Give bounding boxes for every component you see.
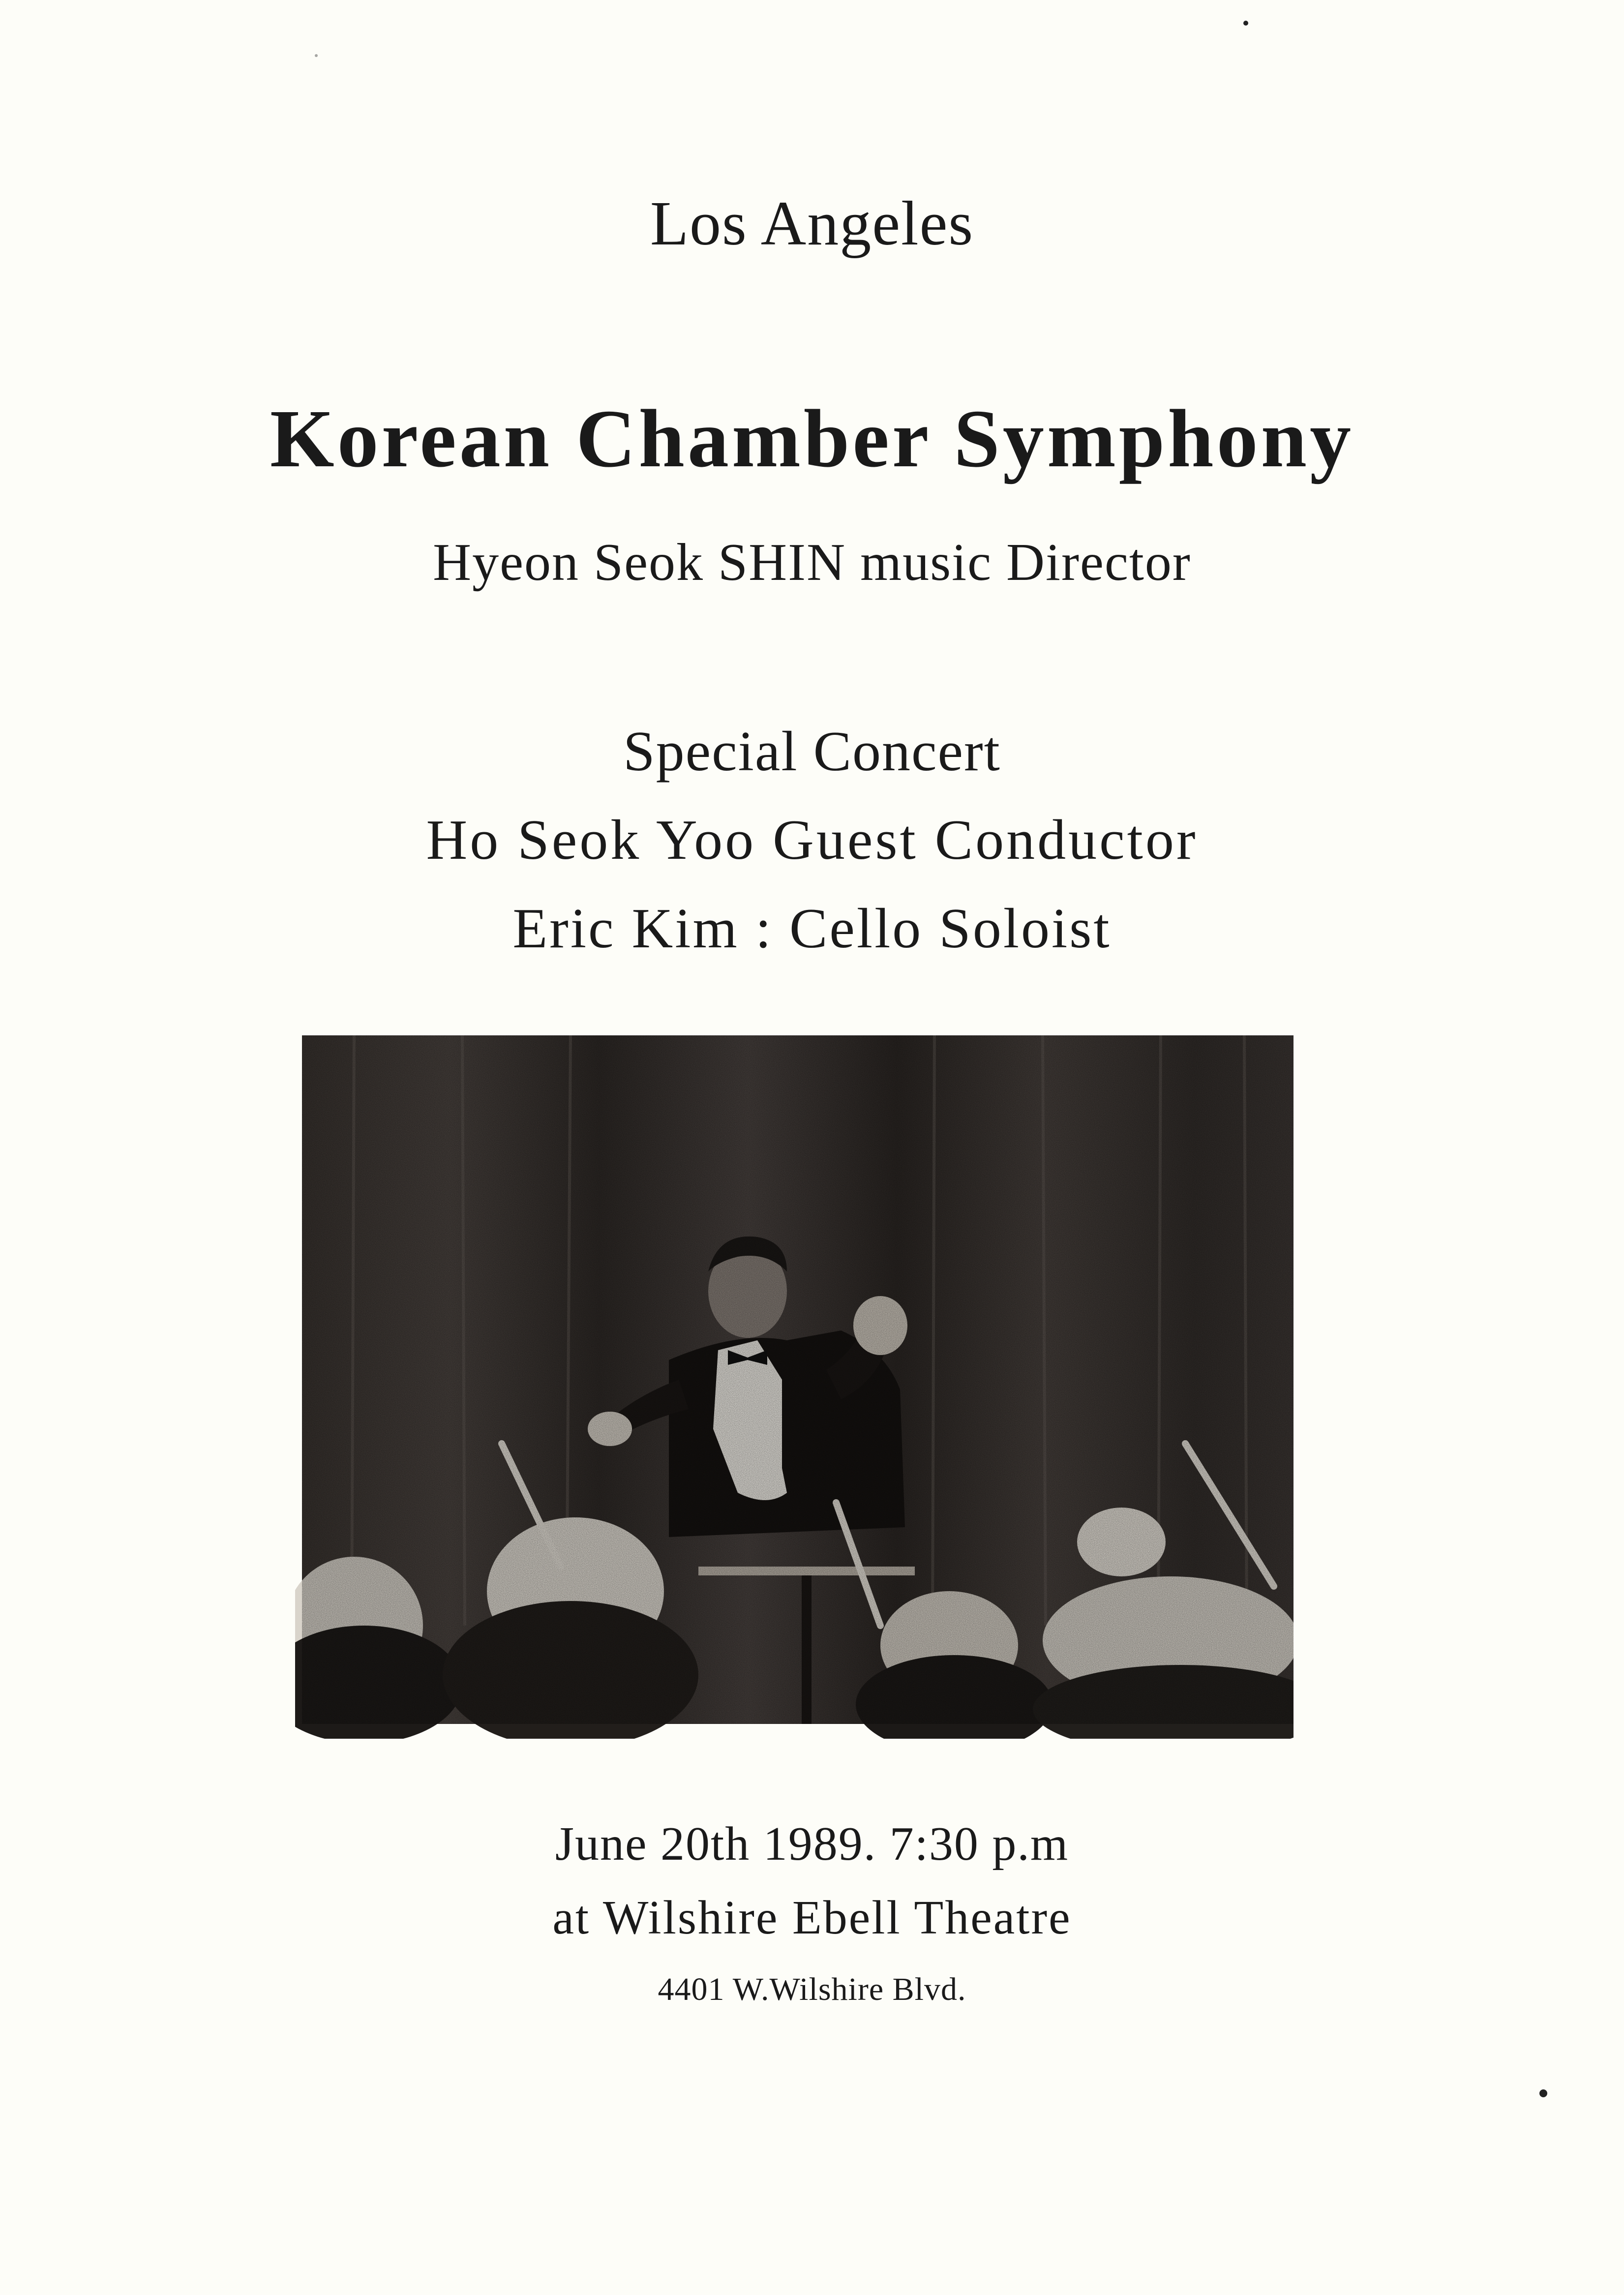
guest-conductor-line: Ho Seok Yoo Guest Conductor — [426, 809, 1198, 872]
cello-soloist-line: Eric Kim : Cello Soloist — [512, 897, 1112, 960]
city-heading: Los Angeles — [650, 188, 974, 258]
paper-speck — [1539, 2089, 1547, 2097]
concert-title: Special Concert — [623, 720, 1001, 783]
paper-speck — [315, 54, 318, 57]
venue-address: 4401 W.Wilshire Blvd. — [658, 1971, 966, 2007]
venue-line: at Wilshire Ebell Theatre — [552, 1891, 1072, 1944]
orchestra-title: Korean Chamber Symphony — [270, 393, 1354, 484]
paper-speck — [1243, 21, 1248, 26]
music-director-line: Hyeon Seok SHIN music Director — [433, 533, 1191, 592]
conductor-photo — [295, 1035, 1293, 1739]
concert-date-time: June 20th 1989. 7:30 p.m — [555, 1817, 1069, 1871]
